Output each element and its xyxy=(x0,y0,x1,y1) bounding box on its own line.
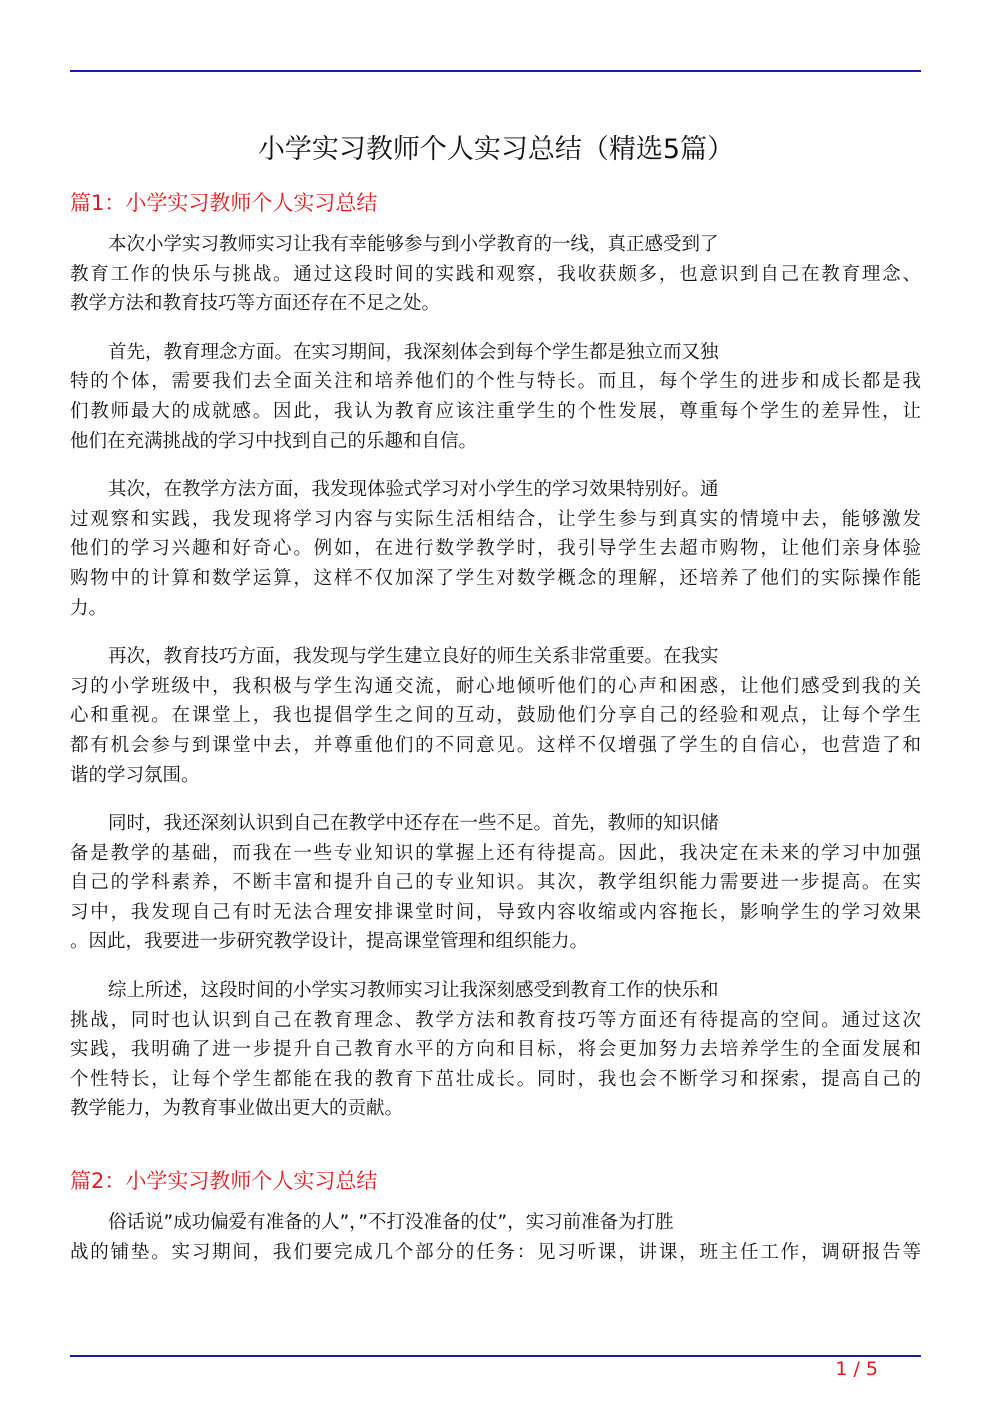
section-2 xyxy=(70,1164,921,1286)
footer-rule xyxy=(70,1355,921,1357)
paragraph xyxy=(70,976,921,1124)
paragraph-line: 实践，我明确了进一步提升自己教育水平的方向和目标，将会更加努力去培养学生的全面发展和 xyxy=(70,1039,921,1061)
paragraph xyxy=(70,809,921,957)
section-heading: 篇2：小学实习教师个人实习总结 xyxy=(70,1169,378,1193)
paragraph-line: 其次，在教学方法方面，我发现体验式学习对小学生的学习效果特别好。通 xyxy=(108,479,719,501)
paragraph-line: 心和重视。在课堂上，我也提倡学生之间的互动，鼓励他们分享自己的经验和观点，让每个学生 xyxy=(70,705,921,727)
section-heading: 篇1：小学实习教师个人实习总结 xyxy=(70,191,378,215)
header-rule xyxy=(70,70,921,72)
paragraph-line: 首先，教育理念方面。在实习期间，我深刻体会到每个学生都是独立而又独 xyxy=(108,341,719,363)
page-number: 1 / 5 xyxy=(835,1358,878,1380)
paragraph-line: 自己的学科素养，不断丰富和提升自己的专业知识。其次，教学组织能力需要进一步提高。在实 xyxy=(70,872,921,894)
section-1 xyxy=(70,186,921,1143)
paragraph-line: 都有机会参与到课堂中去，并尊重他们的不同意见。这样不仅增强了学生的自信心，也营造了和 xyxy=(70,734,921,756)
paragraph-line: 他们在充满挑战的学习中找到自己的乐趣和自信。 xyxy=(70,430,478,452)
paragraph-line: 特的个体，需要我们去全面关注和培养他们的个性与特长。而且，每个学生的进步和成长都是我 xyxy=(70,371,921,393)
paragraph-line: 再次，教育技巧方面，我发现与学生建立良好的师生关系非常重要。在我实 xyxy=(108,646,719,668)
paragraph-line: 俗话说”成功偏爱有准备的人”，”不打没准备的仗”，实习前准备为打胜 xyxy=(108,1212,674,1233)
paragraph xyxy=(70,475,921,623)
paragraph-line: 个性特长，让每个学生都能在我的教育下茁壮成长。同时，我也会不断学习和探索，提高自己的 xyxy=(70,1068,921,1090)
paragraph-line: 战的铺垫。实习期间，我们要完成几个部分的任务：见习听课，讲课，班主任工作，调研报告等 xyxy=(70,1241,921,1263)
paragraph-line: 力。 xyxy=(70,597,108,619)
paragraph-line: 他们的学习兴趣和好奇心。例如，在进行数学教学时，我引导学生去超市购物，让他们亲身体验 xyxy=(70,538,921,560)
paragraph-line: 。因此，我要进一步研究教学设计，提高课堂管理和组织能力。 xyxy=(70,931,589,953)
paragraph-line: 教学方法和教育技巧等方面还存在不足之处。 xyxy=(70,293,441,315)
paragraph-line: 同时，我还深刻认识到自己在教学中还存在一些不足。首先，教师的知识储 xyxy=(108,813,719,835)
document-title: 小学实习教师个人实习总结（精选5篇） xyxy=(257,134,735,165)
paragraph-line: 习中，我发现自己有时无法合理安排课堂时间，导致内容收缩或内容拖长，影响学生的学习效果 xyxy=(70,901,921,923)
paragraph-line: 教育工作的快乐与挑战。通过这段时间的实践和观察，我收获颇多，也意识到自己在教育理念、 xyxy=(70,263,921,285)
paragraph-line: 习的小学班级中，我积极与学生沟通交流，耐心地倾听他们的心声和困惑，让他们感受到我的关 xyxy=(70,675,921,697)
paragraph xyxy=(70,230,921,319)
paragraph-line: 谐的学习氛围。 xyxy=(70,764,200,786)
paragraph-line: 购物中的计算和数学运算，这样不仅加深了学生对数学概念的理解，还培养了他们的实际操作能 xyxy=(70,567,921,589)
paragraph-line: 过观察和实践，我发现将学习内容与实际生活相结合，让学生参与到真实的情境中去，能够激发 xyxy=(70,508,921,530)
paragraph xyxy=(70,1208,921,1267)
paragraph-line: 教学能力，为教育事业做出更大的贡献。 xyxy=(70,1098,404,1120)
paragraph-line: 备是教学的基础，而我在一些专业知识的掌握上还有待提高。因此，我决定在未来的学习中加强 xyxy=(70,842,921,864)
paragraph xyxy=(70,338,921,456)
paragraph-line: 挑战，同时也认识到自己在教育理念、教学方法和教育技巧等方面还有待提高的空间。通过这次 xyxy=(70,1009,921,1031)
paragraph-line: 们教师最大的成就感。因此，我认为教育应该注重学生的个性发展，尊重每个学生的差异性，让 xyxy=(70,400,921,422)
paragraph-line: 综上所述，这段时间的小学实习教师实习让我深刻感受到教育工作的快乐和 xyxy=(108,980,719,1002)
paragraph-line: 本次小学实习教师实习让我有幸能够参与到小学教育的一线，真正感受到了 xyxy=(108,234,719,255)
paragraph xyxy=(70,642,921,790)
